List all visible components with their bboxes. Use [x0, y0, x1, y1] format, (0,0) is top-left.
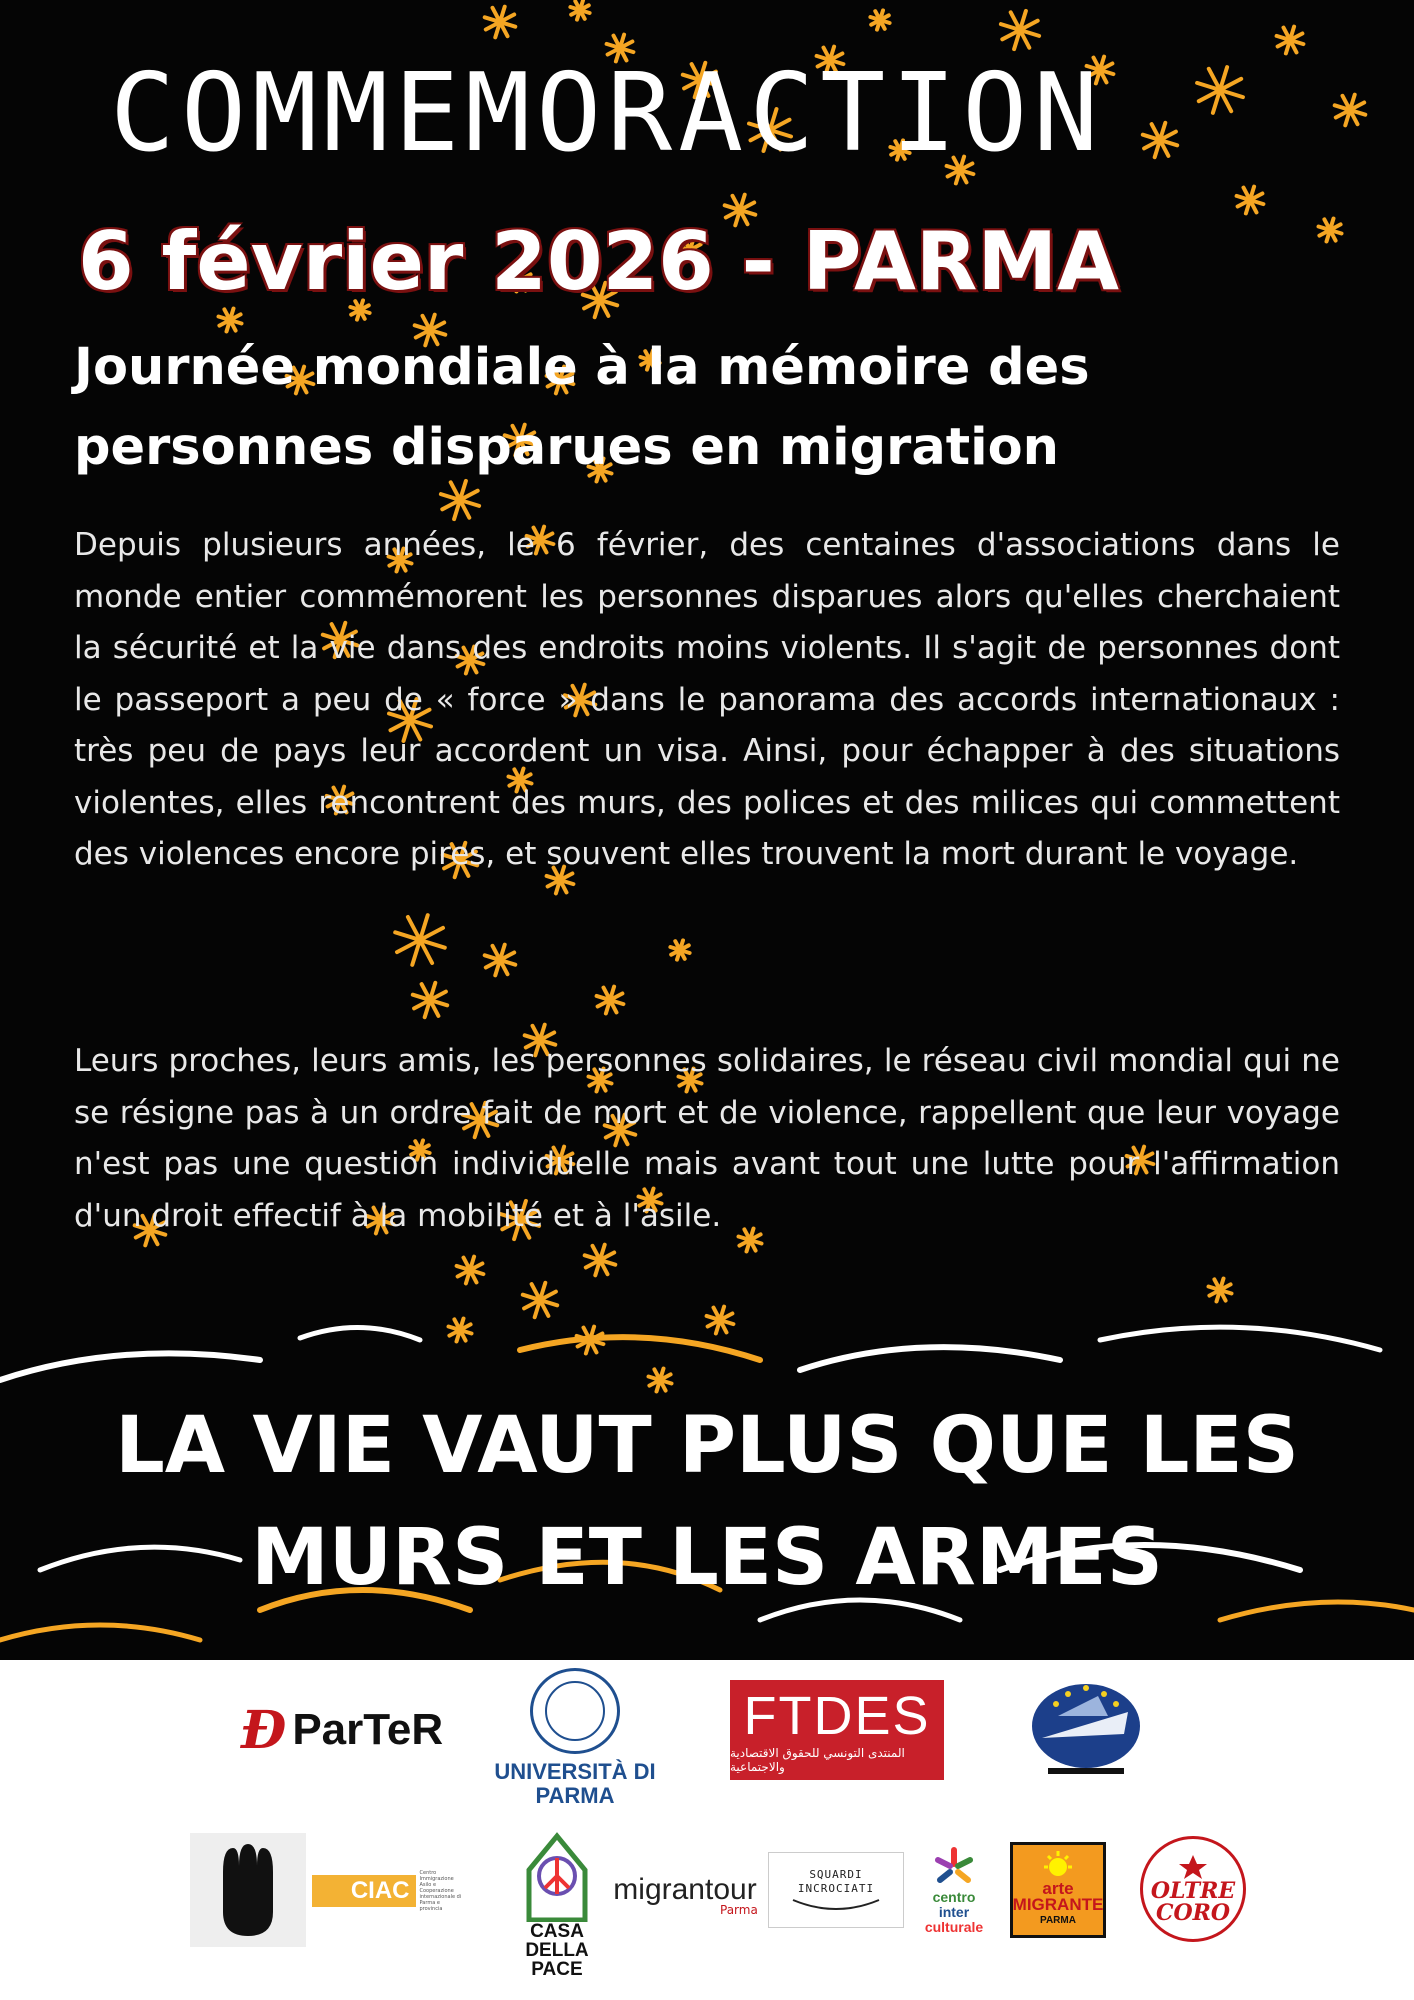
casa-line-3: PACE [531, 1958, 583, 1980]
ciac-name: CIAC [312, 1875, 416, 1907]
migrantour-logo [610, 1865, 760, 1915]
event-date-place: 6 février 2026 - PARMA [78, 215, 1120, 308]
universita-di-parma-logo [490, 1668, 660, 1808]
centro-line-3: culturale [924, 1918, 984, 1935]
sun-icon [1040, 1851, 1076, 1881]
parter-logo [212, 1700, 472, 1760]
slogan: LA VIE VAUT PLUS QUE LES MURS ET LES ARMES [115, 1401, 1299, 1603]
poster-title: COMMEMORACTION [110, 51, 1105, 176]
oltre-line-2: CORO [1155, 1900, 1231, 1926]
squardi-line-1: SQUARDI [809, 1868, 863, 1881]
migrantour-city: Parma [720, 1903, 758, 1917]
squardi-line-2: INCROCIATI [797, 1882, 875, 1895]
ciac-description: Centro Immigrazione Asilo e Cooperazione internazionale di Parma e provincia [419, 1870, 462, 1912]
centro-line-2: inter [938, 1903, 970, 1920]
casa-line-2: DELLA [525, 1939, 589, 1961]
arte-line-2: MIGRANTE [1012, 1895, 1104, 1914]
ciac-logo [310, 1868, 465, 1914]
ftdes-name: FTDES [743, 1686, 931, 1746]
people-circle-icon [932, 1846, 976, 1890]
parter-mark: Ð [240, 1699, 287, 1761]
house-peace-icon [525, 1830, 589, 1922]
squardi-incrociati-logo [768, 1852, 904, 1928]
centro-line-1: centro [932, 1888, 976, 1905]
oltre-coro-logo [1140, 1836, 1246, 1942]
arte-line-3: PARMA [1040, 1915, 1076, 1926]
university-name: UNIVERSITÀ DI PARMA [494, 1759, 656, 1808]
arte-line-1: arte [1042, 1879, 1074, 1898]
university-seal-icon [530, 1668, 620, 1754]
red-star-icon [1178, 1854, 1208, 1880]
oltre-line-1: OLTRE [1150, 1878, 1236, 1904]
centro-interculturale-logo [916, 1840, 992, 1940]
casa-della-pace-logo [520, 1816, 594, 1992]
ftdes-logo [730, 1680, 944, 1780]
casa-line-1: CASA [530, 1920, 584, 1942]
ship-flag-emblem-icon [1028, 1676, 1144, 1782]
event-subtitle: Journée mondiale à la mémoire des personnes disparues en migration [74, 338, 1090, 477]
paragraph-2: Leurs proches, leurs amis, les personnes solidaires, le réseau civil mondial qui ne se résigne pas à un ordre fait de mort et de violence, rappellent que leur voyage n'est pas une question individuelle mais avant tout une lutte pour l'affirmation d'un droit effectif à la mobilité et à l'asile. [74, 1043, 1340, 1234]
hand-icon [213, 1842, 283, 1938]
donne-in-nero-logo [190, 1833, 306, 1947]
paragraph-1: Depuis plusieurs années, le 6 février, des centaines d'associations dans le monde entier commémorent les personnes disparues alors qu'elles cherchaient la sécurité et la vie dans des endroits moins violents. Il s'agit de personnes dont le passeport a peu de « force » dans le panorama des accords internationaux : très peu de pays leur accordent un visa. Ainsi, pour échapper à des situations violentes, elles rencontrent des murs, des polices et des milices qui commettent des violences encore pires, et souvent elles trouvent la mort durant le voyage. [74, 527, 1340, 872]
squardi-arc-icon [791, 1896, 881, 1912]
parter-name: ParTeR [292, 1705, 444, 1754]
migrantour-name: migrantour [613, 1873, 757, 1906]
arte-migrante-logo [1010, 1842, 1106, 1938]
ftdes-arabic-name: المنتدى التونسي للحقوق الاقتصادية والاجتماعية [730, 1746, 905, 1774]
